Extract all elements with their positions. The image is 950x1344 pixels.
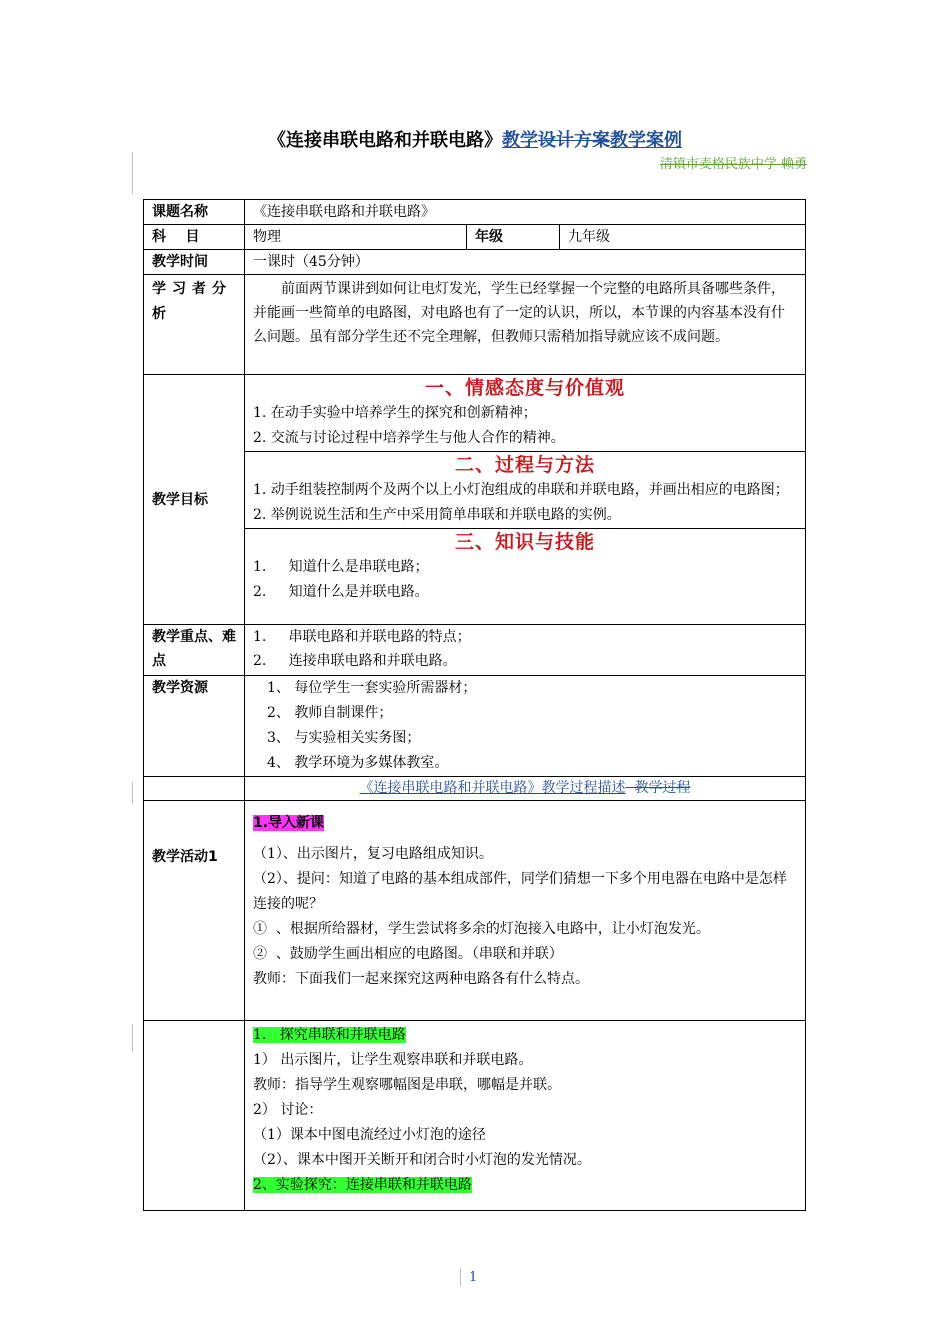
process-strike: 教学过程 xyxy=(625,780,691,796)
activity2-line: 教师：指导学生观察哪幅图是串联，哪幅是并联。 xyxy=(253,1077,561,1093)
activity1-label: 教学活动1 xyxy=(144,801,245,1021)
activity2-line: （2）、课本中图开关断开和闭合时小灯泡的发光情况。 xyxy=(253,1152,591,1168)
subject-label: 科 目 xyxy=(144,225,245,250)
empty-cell xyxy=(144,777,245,801)
goal2-item: 1. 动手组装控制两个及两个以上小灯泡组成的串联和并联电路，并画出相应的电路图； xyxy=(253,482,789,498)
footer-divider xyxy=(460,1268,461,1286)
margin-mark xyxy=(132,1024,133,1052)
key-item: 1. 串联电路和并联电路的特点； xyxy=(253,629,471,645)
activity1-cell xyxy=(245,801,806,1021)
goal2-heading: 二、过程与方法 xyxy=(455,454,596,476)
goal1-heading: 一、情感态度与价值观 xyxy=(425,377,626,399)
goal1-item: 1. 在动手实验中培养学生的探究和创新精神； xyxy=(253,405,537,421)
goals-cell xyxy=(245,375,806,625)
time-label: 教学时间 xyxy=(144,250,245,275)
activity2-line: 2） 讨论： xyxy=(253,1102,323,1118)
activity1-line: 教师：下面我们一起来探究这两种电路各有什么特点。 xyxy=(253,971,589,987)
resource-item: 1、 每位学生一套实验所需器材； xyxy=(267,680,477,696)
goal3-item: 1. 知道什么是串联电路； xyxy=(253,559,429,575)
analysis-text: 前面两节课讲到如何让电灯发光，学生已经掌握一个完整的电路所具备哪些条件，并能画一些简单的电路图，对电路也有了一定的认识，所以，本节课的内容基本没有什么问题。虽有部分学生还不完全理解，但教师只需稍加指导就应该不成问题。 xyxy=(245,275,806,375)
margin-mark xyxy=(132,782,133,804)
activity2-line: （1）课本中图电流经过小灯泡的途径 xyxy=(253,1127,486,1143)
activity2-cell xyxy=(245,1021,806,1211)
key-item: 2. 连接串联电路和并联电路。 xyxy=(253,653,457,669)
activity1-line: （2）、提问：知道了电路的基本组成部件，同学们猜想一下多个用电器在电路中是怎样连接的呢？ xyxy=(253,871,787,912)
goal2-item: 2. 举例说说生活和生产中采用简单串联和并联电路的实例。 xyxy=(253,507,621,523)
title-strike: 设计方案 xyxy=(538,130,610,151)
activity2-tail: 2、实验探究：连接串联和并联电路 xyxy=(253,1177,472,1193)
empty-cell xyxy=(144,1021,245,1211)
author-line: 清镇市麦格民族中学 赖勇 xyxy=(659,157,807,172)
subject-value: 物理 xyxy=(245,225,467,250)
page-title xyxy=(0,126,950,152)
resource-item: 2、 教师自制课件； xyxy=(267,705,393,721)
resource-item: 4、 教学环境为多媒体教室。 xyxy=(267,755,449,771)
resource-cell xyxy=(245,676,806,777)
page-number: 1 xyxy=(469,1270,478,1285)
goal1-item: 2. 交流与讨论过程中培养学生与他人合作的精神。 xyxy=(253,430,565,446)
margin-mark xyxy=(132,152,133,194)
process-link[interactable]: 《连接串联电路和并联电路》教学过程描述 xyxy=(359,780,626,796)
goal3-heading: 三、知识与技能 xyxy=(455,531,596,553)
title-blue: 教学 xyxy=(502,130,538,151)
activity1-line: ② 、鼓励学生画出相应的电路图。（串联和并联） xyxy=(253,946,563,962)
key-cell xyxy=(245,625,806,676)
process-heading xyxy=(245,777,806,801)
title-main: 《连接串联电路和并联电路》 xyxy=(268,130,502,151)
analysis-label: 学习者分析 xyxy=(144,275,245,375)
course-value: 《连接串联电路和并联电路》 xyxy=(245,200,806,225)
activity2-line: 1） 出示图片，让学生观察串联和并联电路。 xyxy=(253,1052,533,1068)
lesson-table xyxy=(143,199,806,1211)
course-label: 课题名称 xyxy=(144,200,245,225)
resource-item: 3、 与实验相关实务图； xyxy=(267,730,421,746)
resource-label: 教学资源 xyxy=(144,676,245,777)
key-label: 教学重点、难点 xyxy=(144,625,245,676)
title-end: 教学案例 xyxy=(610,130,682,151)
grade-value: 九年级 xyxy=(560,225,806,250)
activity1-line: （1）、出示图片，复习电路组成知识。 xyxy=(253,846,493,862)
time-value: 一课时（45分钟） xyxy=(245,250,806,275)
activity1-heading: 1.导入新课 xyxy=(253,815,325,831)
goals-label: 教学目标 xyxy=(144,375,245,625)
goal3-item: 2. 知道什么是并联电路。 xyxy=(253,584,429,600)
activity1-line: ① 、根据所给器材，学生尝试将多余的灯泡接入电路中，让小灯泡发光。 xyxy=(253,921,710,937)
grade-label: 年级 xyxy=(467,225,560,250)
activity2-heading: 1. 探究串联和并联电路 xyxy=(253,1027,406,1043)
